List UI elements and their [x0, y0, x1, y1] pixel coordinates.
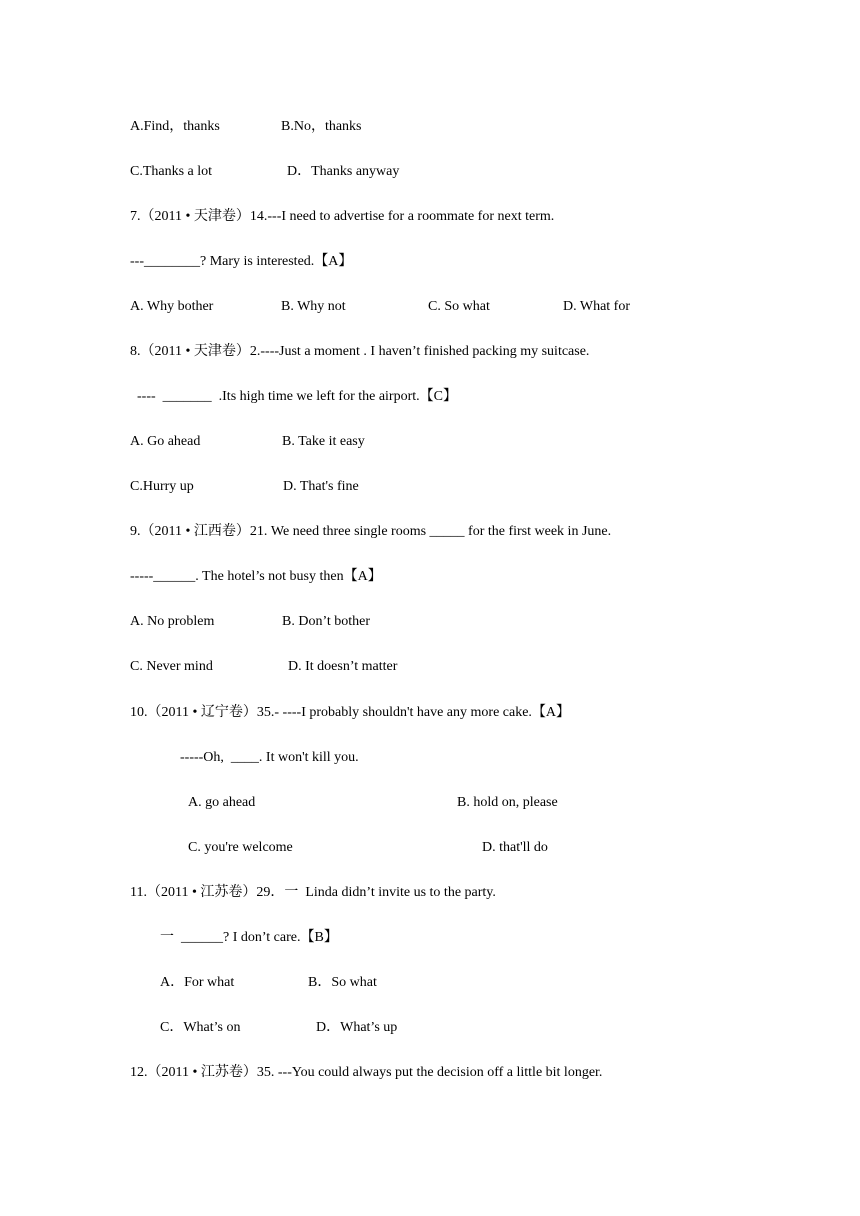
question-7-option-c: C. So what — [428, 299, 490, 314]
question-9-option-b: B. Don’t bother — [282, 614, 371, 629]
question-11-option-b: B．So what — [308, 975, 377, 990]
question-10: 10.（2011 • 辽宁卷）35.- ----I probably shouldn't have any more cake.【A】 — [130, 705, 571, 720]
question-11-option-a: A．For what — [160, 975, 235, 990]
question-8-option-b: B. Take it easy — [282, 434, 365, 449]
question-8-response: ---- _______ .Its high time we left for the airport.【C】 — [137, 389, 457, 404]
question-8-option-a: A. Go ahead — [130, 434, 201, 449]
question-7-option-a: A. Why bother — [130, 299, 214, 314]
question-11-option-d: D．What’s up — [316, 1020, 398, 1035]
question-10-option-c: C. you're welcome — [188, 840, 293, 855]
question-11-option-c: C．What’s on — [160, 1020, 241, 1035]
option-c: C.Thanks a lot — [130, 164, 213, 179]
option-a: A.Find，thanks — [130, 119, 220, 134]
question-9-response: -----______. The hotel’s not busy then【A】 — [130, 569, 382, 584]
question-10-option-d: D. that'll do — [482, 840, 548, 855]
question-9-option-d: D. It doesn’t matter — [288, 659, 398, 674]
question-7-option-d: D. What for — [563, 299, 630, 314]
question-11-response: 一 ______? I don’t care.【B】 — [160, 930, 338, 945]
question-7: 7.（2011 • 天津卷）14.---I need to advertise for a roommate for next term. — [130, 209, 555, 224]
question-9-option-c: C. Never mind — [130, 659, 213, 674]
question-8-option-d: D. That's fine — [283, 479, 359, 494]
question-8: 8.（2011 • 天津卷）2.----Just a moment . I haven’t finished packing my suitcase. — [130, 344, 590, 359]
question-7-option-b: B. Why not — [281, 299, 346, 314]
option-d: D．Thanks anyway — [287, 164, 400, 179]
option-b: B.No，thanks — [281, 119, 362, 134]
question-7-response: ---________? Mary is interested.【A】 — [130, 254, 353, 269]
question-9: 9.（2011 • 江西卷）21. We need three single rooms _____ for the first week in June. — [130, 524, 612, 539]
question-11: 11.（2011 • 江苏卷）29．一 Linda didn’t invite us to the party. — [130, 885, 496, 900]
question-10-response: -----Oh, ____. It won't kill you. — [180, 750, 359, 765]
question-12: 12.（2011 • 江苏卷）35. ---You could always put the decision off a little bit longer. — [130, 1065, 603, 1080]
question-10-option-a: A. go ahead — [188, 795, 256, 810]
question-9-option-a: A. No problem — [130, 614, 215, 629]
question-10-option-b: B. hold on, please — [457, 795, 558, 810]
question-8-option-c: C.Hurry up — [130, 479, 194, 494]
